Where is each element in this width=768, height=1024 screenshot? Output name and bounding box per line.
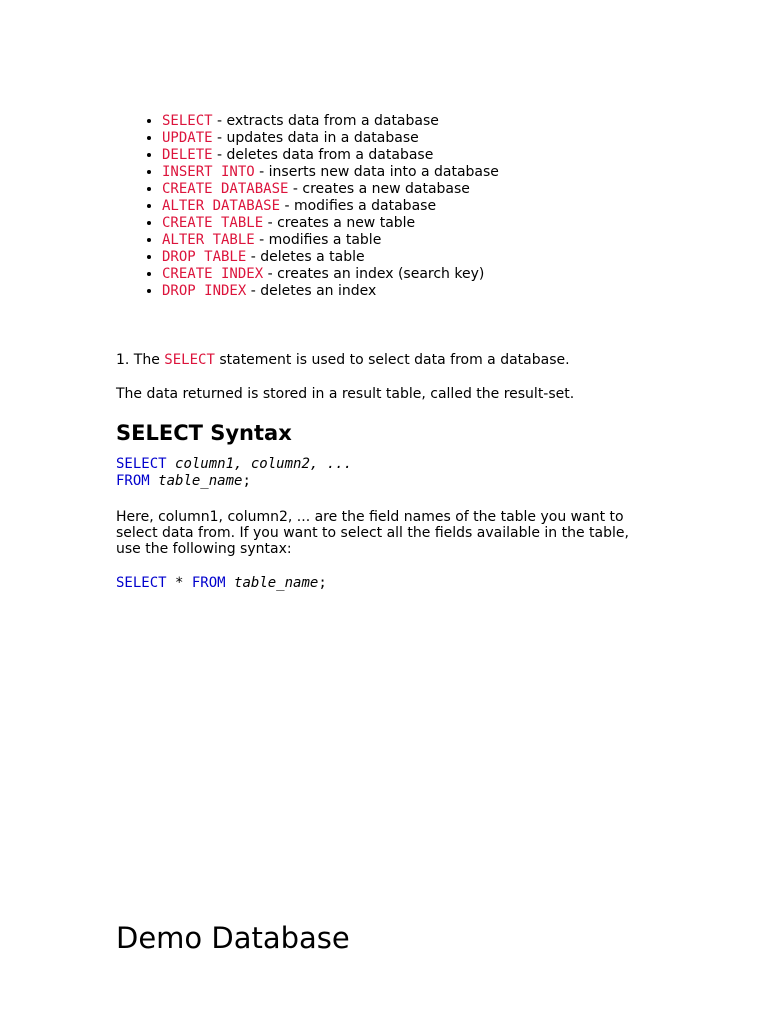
command-description: - creates a new database bbox=[288, 181, 470, 197]
sql-keyword: DELETE bbox=[162, 147, 213, 163]
list-item bbox=[162, 164, 499, 181]
list-item bbox=[162, 113, 499, 130]
list-item bbox=[162, 130, 499, 147]
sql-keyword: CREATE DATABASE bbox=[162, 181, 289, 197]
sql-keyword: SELECT bbox=[164, 352, 215, 368]
list-item bbox=[162, 147, 499, 164]
syntax-explanation: Here, column1, column2, ... are the field names of the table you want to select data from. If you want to select all the fields available in the table, use the following syntax: bbox=[116, 509, 629, 557]
demo-database-heading: Demo Database bbox=[116, 921, 350, 955]
sql-keyword: ALTER DATABASE bbox=[162, 198, 281, 214]
list-item bbox=[162, 249, 499, 266]
intro-prefix: 1. The bbox=[116, 352, 165, 368]
sql-keyword: DROP INDEX bbox=[162, 283, 247, 299]
list-item bbox=[162, 181, 499, 198]
command-description: - creates a new table bbox=[263, 215, 416, 231]
semicolon: ; bbox=[318, 575, 327, 591]
sql-keyword: DROP TABLE bbox=[162, 249, 247, 265]
list-item bbox=[162, 283, 499, 300]
sql-keyword: CREATE INDEX bbox=[162, 266, 264, 282]
command-description: - inserts new data into a database bbox=[254, 164, 499, 180]
command-description: - deletes a table bbox=[246, 249, 365, 265]
command-description: - extracts data from a database bbox=[212, 113, 439, 129]
table-name: table_name bbox=[158, 473, 243, 489]
list-item bbox=[162, 232, 499, 249]
asterisk: * bbox=[166, 575, 192, 591]
sql-keyword: INSERT INTO bbox=[162, 164, 255, 180]
sql-keyword: UPDATE bbox=[162, 130, 213, 146]
list-item bbox=[162, 198, 499, 215]
sql-keyword: FROM bbox=[116, 473, 150, 489]
sql-keyword: FROM bbox=[191, 575, 226, 591]
command-description: - updates data in a database bbox=[212, 130, 419, 146]
sql-keyword: SELECT bbox=[116, 456, 167, 472]
select-all-code-block bbox=[116, 575, 327, 592]
sql-keyword: ALTER TABLE bbox=[162, 232, 255, 248]
command-description: - deletes data from a database bbox=[212, 147, 434, 163]
command-description: - modifies a table bbox=[254, 232, 382, 248]
command-description: - creates an index (search key) bbox=[263, 266, 485, 282]
select-intro-paragraph bbox=[116, 352, 570, 369]
intro-suffix: statement is used to select data from a database. bbox=[214, 352, 570, 368]
semicolon: ; bbox=[242, 473, 251, 489]
syntax-heading: SELECT Syntax bbox=[116, 421, 292, 445]
command-description: - modifies a database bbox=[280, 198, 437, 214]
sql-keyword: CREATE TABLE bbox=[162, 215, 264, 231]
sql-command-list bbox=[116, 113, 499, 300]
sql-keyword: SELECT bbox=[116, 575, 167, 591]
sql-keyword: SELECT bbox=[162, 113, 213, 129]
column-list: column1, column2, ... bbox=[175, 456, 353, 472]
table-name: table_name bbox=[234, 575, 319, 591]
syntax-code-block bbox=[116, 456, 352, 490]
list-item bbox=[162, 215, 499, 232]
list-item bbox=[162, 266, 499, 283]
command-description: - deletes an index bbox=[246, 283, 377, 299]
result-set-paragraph: The data returned is stored in a result table, called the result-set. bbox=[116, 386, 575, 402]
